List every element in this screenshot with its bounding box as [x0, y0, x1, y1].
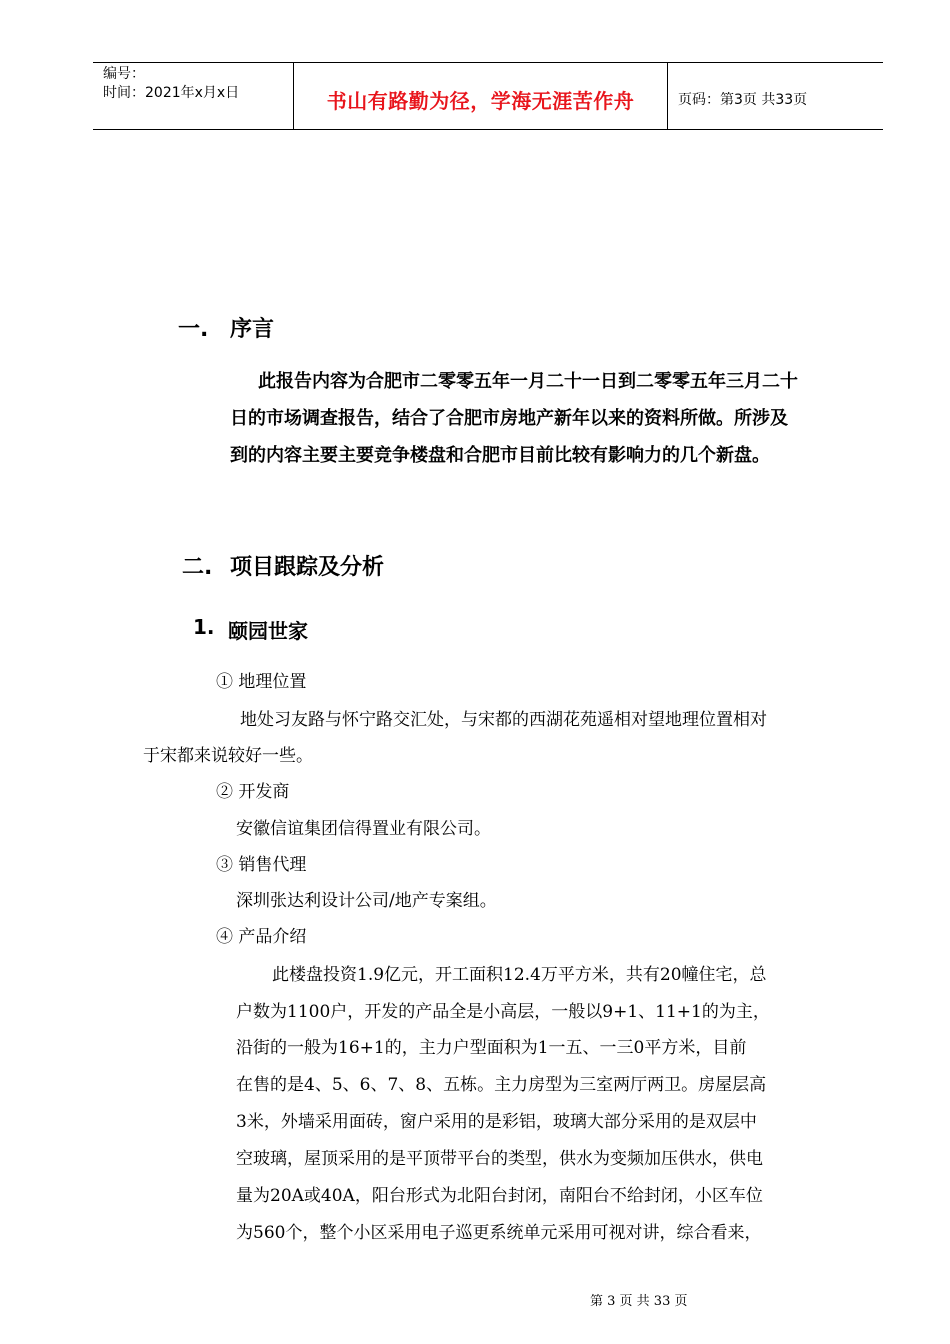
section2-number: 二. [182, 555, 213, 580]
item4-line-2: 户数为1100户，开发的产品全是小高层，一般以9+1、11+1的为主， [236, 1002, 770, 1022]
page-footer: 第 3 页 共 33 页 [590, 1294, 688, 1309]
item4-line-3: 沿街的一般为16+1的，主力户型面积为1一五、一三0平方米，目前 [236, 1038, 747, 1058]
section2-title: 项目跟踪及分析 [230, 555, 385, 580]
item1-line-2: 于宋都来说较好一些。 [143, 746, 313, 766]
item1-line-1: 地处习友路与怀宁路交汇处，与宋都的西湖花苑遥相对望地理位置相对 [240, 710, 767, 730]
header-motto-cell [294, 63, 668, 129]
item2-text: 安徽信谊集团信得置业有限公司。 [236, 819, 491, 839]
section1-number: 一. [178, 317, 209, 342]
item4-label: ④ 产品介绍 [216, 927, 307, 947]
item3-label: ③ 销售代理 [216, 855, 307, 875]
section1-title: 序言 [230, 317, 275, 342]
header-motto: 书山有路勤为径，学海无涯苦作舟 [326, 89, 635, 113]
section1-line-3: 到的内容主要主要竞争楼盘和合肥市目前比较有影响力的几个新盘。 [230, 445, 770, 466]
item2-label: ② 开发商 [216, 782, 290, 802]
item4-line-6: 空玻璃，屋顶采用的是平顶带平台的类型，供水为变频加压供水，供电 [236, 1149, 763, 1169]
item4-line-7: 量为20A或40A，阳台形式为北阳台封闭，南阳台不给封闭，小区车位 [236, 1186, 763, 1206]
section1-line-1: 此报告内容为合肥市二零零五年一月二十一日到二零零五年三月二十 [258, 371, 798, 392]
header-page-label: 页码：第3页 共33页 [678, 92, 808, 108]
item4-line-8: 为560个，整个小区采用电子巡更系统单元采用可视对讲，综合看来， [236, 1223, 762, 1243]
header-time-label: 时间：2021年x月x日 [103, 85, 240, 101]
subsection1-number: 1. [193, 615, 215, 639]
item4-line-5: 3米，外墙采用面砖，窗户采用的是彩铝，玻璃大部分采用的是双层中 [236, 1112, 757, 1132]
header-number-label: 编号： [103, 66, 145, 82]
header-page-cell [668, 63, 883, 129]
section1-line-2: 日的市场调查报告，结合了合肥市房地产新年以来的资料所做。所涉及 [230, 408, 788, 429]
item1-label: ① 地理位置 [216, 672, 307, 692]
page-header [93, 62, 883, 130]
item4-line-1: 此楼盘投资1.9亿元，开工面积12.4万平方米，共有20幢住宅，总 [272, 965, 767, 985]
header-info-cell [93, 63, 294, 129]
item4-line-4: 在售的是4、5、6、7、8、五栋。主力房型为三室两厅两卫。房屋层高 [236, 1075, 767, 1095]
subsection1-title: 颐园世家 [228, 619, 308, 643]
item3-text: 深圳张达利设计公司/地产专案组。 [236, 891, 497, 911]
